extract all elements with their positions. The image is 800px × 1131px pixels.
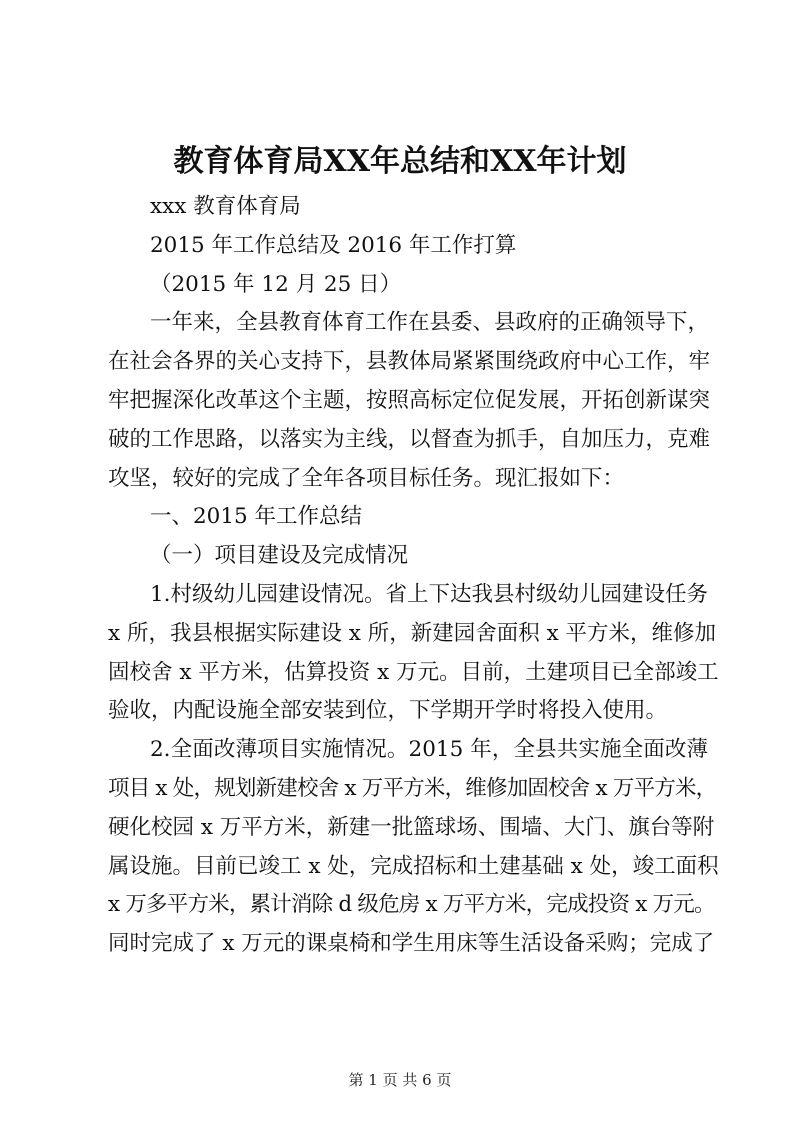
section-heading: 一、2015 年工作总结 bbox=[150, 504, 363, 530]
issuer-line: xxx 教育体育局 bbox=[150, 194, 301, 219]
paragraph-line: 攻坚，较好的完成了全年各项目标任务。现汇报如下： bbox=[108, 465, 625, 491]
page-footer: 第 1 页 共 6 页 bbox=[348, 1071, 452, 1089]
paragraph-line: 同时完成了 x 万元的课桌椅和学生用床等生活设备采购；完成了 bbox=[108, 931, 715, 957]
paragraph-line: 硬化校园 x 万平方米，新建一批篮球场、围墙、大门、旗台等附 bbox=[108, 814, 715, 840]
paragraph-line: x 所，我县根据实际建设 x 所，新建园舍面积 x 平方米，维修加 bbox=[108, 620, 717, 646]
paragraph-line: 属设施。目前已竣工 x 处，完成招标和土建基础 x 处，竣工面积 bbox=[108, 853, 719, 879]
paragraph-line: x 万多平方米，累计消除 d 级危房 x 万平方米，完成投资 x 万元。 bbox=[108, 892, 715, 918]
document-title: 教育体育局XX年总结和XX年计划 bbox=[173, 144, 627, 179]
paragraph-line: 破的工作思路，以落实为主线，以督查为抓手，自加压力，克难 bbox=[108, 426, 711, 452]
paragraph-line: 验收，内配设施全部安装到位，下学期开学时将投入使用。 bbox=[108, 698, 668, 724]
subsection-heading: （一）项目建设及完成情况 bbox=[150, 543, 409, 569]
subtitle-line: 2015 年工作总结及 2016 年工作打算 bbox=[150, 232, 517, 258]
paragraph-line: 在社会各界的关心支持下，县教体局紧紧围绕政府中心工作，牢 bbox=[108, 349, 711, 375]
paragraph-line: 项目 x 处，规划新建校舍 x 万平方米，维修加固校舍 x 万平方米， bbox=[108, 775, 717, 801]
paragraph-line: 1.村级幼儿园建设情况。省上下达我县村级幼儿园建设任务 bbox=[150, 581, 709, 607]
date-line: （2015 年 12 月 25 日） bbox=[150, 271, 402, 297]
paragraph-line: 一年来，全县教育体育工作在县委、县政府的正确领导下， bbox=[150, 310, 710, 336]
document-body bbox=[108, 188, 719, 964]
paragraph-line: 牢把握深化改革这个主题，按照高标定位促发展，开拓创新谋突 bbox=[108, 387, 711, 413]
paragraph-line: 固校舍 x 平方米，估算投资 x 万元。目前，土建项目已全部竣工 bbox=[108, 659, 719, 685]
paragraph-line: 2.全面改薄项目实施情况。2015 年，全县共实施全面改薄 bbox=[150, 737, 708, 763]
